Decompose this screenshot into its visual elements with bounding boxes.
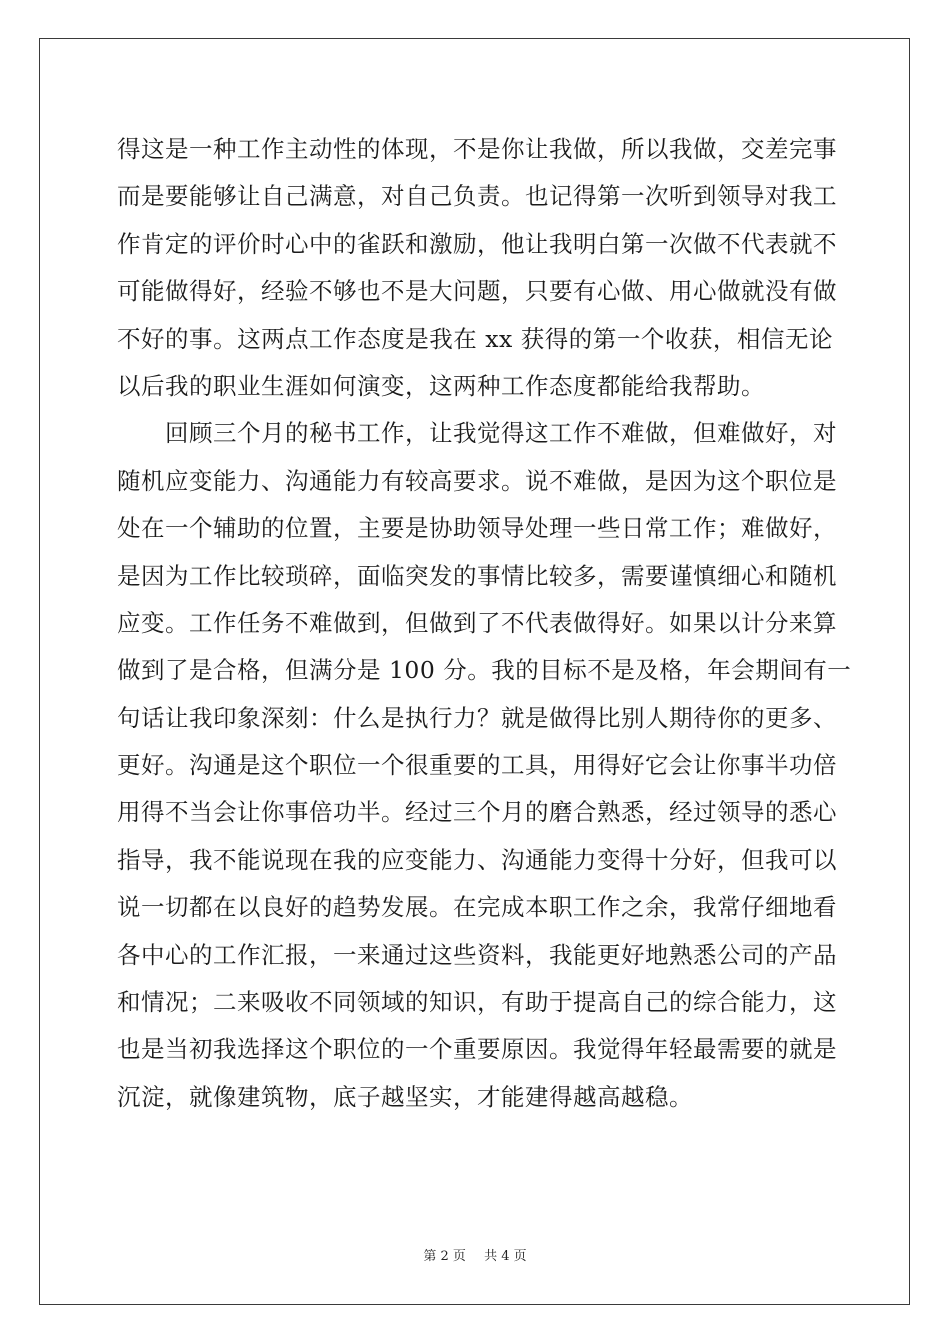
text-line: 句话让我印象深刻：什么是执行力？就是做得比别人期待你的更多、 (117, 703, 837, 732)
text-line: 说一切都在以良好的趋势发展。在完成本职工作之余，我常仔细地看 (117, 893, 837, 922)
text-line: 回顾三个月的秘书工作，让我觉得这工作不难做，但难做好，对 (165, 419, 837, 448)
text-line: 用得不当会让你事倍功半。经过三个月的磨合熟悉，经过领导的悉心 (117, 798, 837, 827)
text-line: 指导，我不能说现在我的应变能力、沟通能力变得十分好，但我可以 (117, 845, 837, 874)
page-total: 共 4 页 (484, 1249, 527, 1264)
text-line: 可能做得好，经验不够也不是大问题，只要有心做、用心做就没有做 (117, 277, 837, 306)
text-line: 作肯定的评价时心中的雀跃和激励，他让我明白第一次做不代表就不 (117, 229, 837, 258)
text-line: 是因为工作比较琐碎，面临突发的事情比较多，需要谨慎细心和随机 (117, 561, 837, 590)
paragraph-1 (117, 126, 837, 410)
paragraph-2 (117, 410, 852, 1121)
text-line: 不好的事。这两点工作态度是我在 xx 获得的第一个收获，相信无论 (117, 324, 833, 353)
text-line: 做到了是合格，但满分是 100 分。我的目标不是及格，年会期间有一 (117, 656, 852, 685)
page-footer (0, 1245, 950, 1264)
text-line: 各中心的工作汇报，一来通过这些资料，我能更好地熟悉公司的产品 (117, 940, 837, 969)
text-line: 和情况；二来吸收不同领域的知识，有助于提高自己的综合能力，这 (117, 988, 837, 1017)
page-number: 第 2 页 (423, 1249, 466, 1264)
text-line: 也是当初我选择这个职位的一个重要原因。我觉得年轻最需要的就是 (117, 1035, 837, 1064)
text-line: 处在一个辅助的位置，主要是协助领导处理一些日常工作；难做好， (117, 514, 837, 543)
text-line: 沉淀，就像建筑物，底子越坚实，才能建得越高越稳。 (117, 1082, 693, 1111)
text-line: 应变。工作任务不难做到，但做到了不代表做得好。如果以计分来算 (117, 608, 837, 637)
document-body (117, 126, 852, 1121)
text-line: 更好。沟通是这个职位一个很重要的工具，用得好它会让你事半功倍 (117, 751, 837, 780)
text-line: 而是要能够让自己满意，对自己负责。也记得第一次听到领导对我工 (117, 182, 837, 211)
text-line: 以后我的职业生涯如何演变，这两种工作态度都能给我帮助。 (117, 371, 765, 400)
text-line: 得这是一种工作主动性的体现，不是你让我做，所以我做，交差完事 (117, 135, 837, 163)
text-line: 随机应变能力、沟通能力有较高要求。说不难做，是因为这个职位是 (117, 466, 837, 495)
